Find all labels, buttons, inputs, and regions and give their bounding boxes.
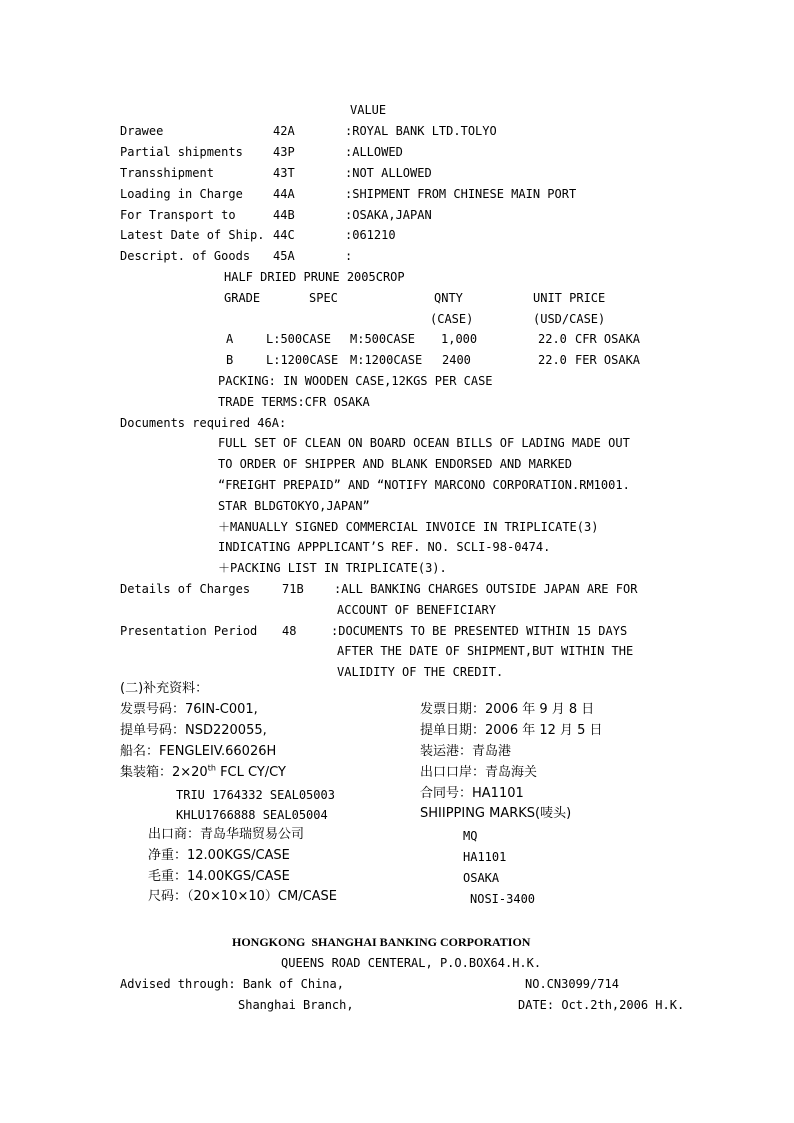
field-label-transport: For Transport to <box>120 208 236 222</box>
bl-date: 提单日期：2006 年 12 月 5 日 <box>420 723 603 738</box>
container-sup: th <box>207 763 216 773</box>
field-value-partial: :ALLOWED <box>345 145 403 159</box>
documents-line: ＋MANUALLY SIGNED COMMERCIAL INVOICE IN TRIPLICATE(3) <box>218 520 599 534</box>
goods-row-term: CFR OSAKA <box>575 332 641 346</box>
goods-row-spec-l: L:500CASE <box>266 332 332 346</box>
field-code-loading: 44A <box>273 187 295 201</box>
goods-header-grade: GRADE <box>224 291 261 305</box>
goods-header-spec: SPEC <box>309 291 338 305</box>
container-rest: FCL CY/CY <box>215 765 286 780</box>
goods-packing: PACKING: IN WOODEN CASE,12KGS PER CASE <box>218 374 493 388</box>
field-value-latest-date: :061210 <box>345 228 396 242</box>
advised-through: Advised through: Bank of China, <box>120 977 344 991</box>
presentation-label: Presentation Period <box>120 624 258 638</box>
field-label-transshipment: Transshipment <box>120 166 214 180</box>
dimensions: 尺码：（20×10×10）CM/CASE <box>148 889 338 904</box>
documents-label: Documents required 46A: <box>120 416 287 430</box>
gross-weight: 毛重：14.00KGS/CASE <box>148 869 290 884</box>
loading-port: 装运港：青岛港 <box>420 744 512 759</box>
charges-line: :ALL BANKING CHARGES OUTSIDE JAPAN ARE FOR <box>334 582 638 596</box>
container <box>120 763 286 780</box>
goods-row-qnty: 1,000 <box>441 332 478 346</box>
field-code-goods: 45A <box>273 249 295 263</box>
charges-code: 71B <box>282 582 304 596</box>
field-label-latest-date: Latest Date of Ship. <box>120 228 265 242</box>
field-label-drawee: Drawee <box>120 124 164 138</box>
mark-line: MQ <box>463 829 478 843</box>
container-1: TRIU 1764332 SEAL05003 <box>176 788 335 802</box>
bl-no: 提单号码：NSD220055, <box>120 723 267 738</box>
net-weight: 净重：12.00KGS/CASE <box>148 848 290 863</box>
goods-row-spec-m: M:500CASE <box>350 332 416 346</box>
field-code-transshipment: 43T <box>273 166 295 180</box>
contract-no: 合同号：HA1101 <box>420 786 524 801</box>
goods-row-price: 22.0 <box>538 353 567 367</box>
documents-line: ＋PACKING LIST IN TRIPLICATE(3). <box>218 561 447 575</box>
field-code-drawee: 42A <box>273 124 295 138</box>
goods-header-unit-price-unit: (USD/CASE) <box>533 312 606 326</box>
field-code-latest-date: 44C <box>273 228 295 242</box>
mark-line: NOSI-3400 <box>470 892 536 906</box>
goods-row-term: FER OSAKA <box>575 353 641 367</box>
credit-number: NO.CN3099/714 <box>525 977 619 991</box>
field-value-goods: : <box>345 249 353 263</box>
presentation-code: 48 <box>282 624 297 638</box>
goods-row-grade: B <box>226 353 234 367</box>
charges-line: ACCOUNT OF BENEFICIARY <box>337 603 496 617</box>
goods-row-grade: A <box>226 332 234 346</box>
invoice-date: 发票日期：2006 年 9 月 8 日 <box>420 702 595 717</box>
bank-name: HONGKONG SHANGHAI BANKING CORPORATION <box>232 935 531 949</box>
goods-row-spec-m: M:1200CASE <box>350 353 423 367</box>
field-code-transport: 44B <box>273 208 295 222</box>
field-value-transshipment: :NOT ALLOWED <box>345 166 432 180</box>
presentation-line: :DOCUMENTS TO BE PRESENTED WITHIN 15 DAYS <box>331 624 628 638</box>
presentation-line: AFTER THE DATE OF SHIPMENT,BUT WITHIN THE <box>337 644 634 658</box>
goods-row-spec-l: L:1200CASE <box>266 353 339 367</box>
goods-row-price: 22.0 <box>538 332 567 346</box>
documents-line: STAR BLDGTOKYO,JAPAN” <box>218 499 370 513</box>
bank-address: QUEENS ROAD CENTERAL, P.O.BOX64.H.K. <box>281 956 542 970</box>
bank-branch: Shanghai Branch, <box>238 998 354 1012</box>
goods-header-qnty-unit: (CASE) <box>430 312 474 326</box>
supplement-heading: (二)补充资料： <box>120 681 209 696</box>
container-label: 集装箱：2×20 <box>120 765 208 780</box>
exporter: 出口商：青岛华瑞贸易公司 <box>148 827 305 842</box>
presentation-line: VALIDITY OF THE CREDIT. <box>337 665 504 679</box>
field-value-loading: :SHIPMENT FROM CHINESE MAIN PORT <box>345 187 577 201</box>
value-heading: VALUE <box>350 103 387 117</box>
goods-header-qnty: QNTY <box>434 291 463 305</box>
credit-date: DATE: Oct.2th,2006 H.K. <box>518 998 685 1012</box>
charges-label: Details of Charges <box>120 582 251 596</box>
invoice-no: 发票号码：76IN-C001, <box>120 702 258 717</box>
field-label-partial: Partial shipments <box>120 145 243 159</box>
shipping-marks-label: SHIIPPING MARKS(唛头) <box>420 806 572 821</box>
documents-line: INDICATING APPPLICANT’S REF. NO. SCLI-98-0474. <box>218 540 551 554</box>
field-label-loading: Loading in Charge <box>120 187 243 201</box>
export-port: 出口口岸：青岛海关 <box>420 765 538 780</box>
goods-title: HALF DRIED PRUNE 2005CROP <box>224 270 405 284</box>
documents-line: TO ORDER OF SHIPPER AND BLANK ENDORSED AND MARKED <box>218 457 573 471</box>
mark-line: HA1101 <box>463 850 507 864</box>
documents-line: FULL SET OF CLEAN ON BOARD OCEAN BILLS OF LADING MADE OUT <box>218 436 630 450</box>
field-value-drawee: :ROYAL BANK LTD.TOLYO <box>345 124 497 138</box>
documents-line: “FREIGHT PREPAID” AND “NOTIFY MARCONO CORPORATION.RM1001. <box>218 478 630 492</box>
container-2: KHLU1766888 SEAL05004 <box>176 808 328 822</box>
goods-trade-terms: TRADE TERMS:CFR OSAKA <box>218 395 370 409</box>
field-code-partial: 43P <box>273 145 295 159</box>
goods-row-qnty: 2400 <box>442 353 471 367</box>
field-value-transport: :OSAKA,JAPAN <box>345 208 432 222</box>
vessel: 船名：FENGLEIV.66026H <box>120 744 277 759</box>
goods-header-unit-price: UNIT PRICE <box>533 291 606 305</box>
mark-line: OSAKA <box>463 871 500 885</box>
field-label-goods: Descript. of Goods <box>120 249 251 263</box>
